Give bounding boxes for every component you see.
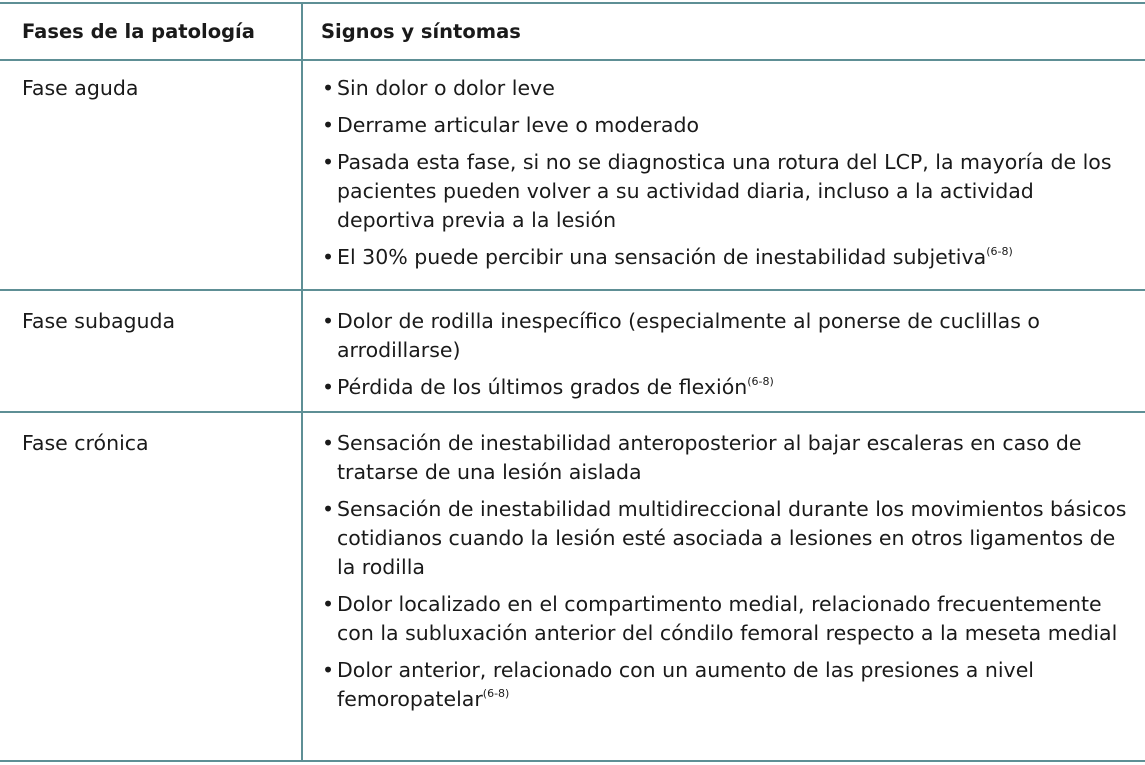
list-item: • Derrame articular leve o moderado — [321, 111, 1131, 140]
symptom-list-subacute — [321, 307, 1131, 410]
list-item: • Dolor anterior, relacionado con un aumento de las presiones a nivel femoropatelar$^{(6-8)}$ — [321, 656, 1131, 714]
header-divider — [0, 59, 1145, 61]
row-divider — [0, 411, 1145, 413]
row-divider — [0, 289, 1145, 291]
phase-acute: Fase aguda — [22, 76, 139, 100]
header-symptoms: Signos y síntomas — [321, 20, 521, 43]
reference-superscript: (6-8) — [747, 375, 774, 388]
reference-superscript: (6-8) — [482, 687, 510, 700]
list-item: • Sensación de inestabilidad anteroposterior al bajar escaleras en caso de tratarse de una lesión aislada — [321, 429, 1131, 487]
list-item: • Pasada esta fase, si no se diagnostica una rotura del LCP, la mayoría de los pacientes pueden volver a su actividad diaria, incluso a la actividad deportiva previa a la lesión — [321, 148, 1131, 235]
symptom-list-acute — [321, 74, 1131, 280]
symptom-list-chronic — [321, 429, 1131, 722]
list-item: • Pérdida de los últimos grados de flexión$^{(6-8)}$ — [321, 373, 1131, 402]
header-phases: Fases de la patología — [22, 20, 255, 43]
table-top-border — [0, 2, 1145, 4]
reference-superscript: (6-8) — [986, 245, 1013, 258]
table-bottom-border — [0, 760, 1145, 762]
list-item: • Dolor localizado en el compartimento medial, relacionado frecuentemente con la subluxación anterior del cóndilo femoral respecto a la meseta medial — [321, 590, 1131, 648]
column-divider — [301, 2, 303, 762]
list-item: • Sensación de inestabilidad multidireccional durante los movimientos básicos cotidianos cuando la lesión esté asociada a lesiones en otros ligamentos de la rodilla — [321, 495, 1131, 582]
list-item: • Sin dolor o dolor leve — [321, 74, 1131, 103]
phase-subacute: Fase subaguda — [22, 309, 176, 333]
list-item: • El 30% puede percibir una sensación de inestabilidad subjetiva$^{(6-8)}$ — [321, 243, 1131, 272]
phase-chronic: Fase crónica — [22, 431, 149, 455]
list-item: • Dolor de rodilla inespecífico (especialmente al ponerse de cuclillas o arrodillarse) — [321, 307, 1131, 365]
